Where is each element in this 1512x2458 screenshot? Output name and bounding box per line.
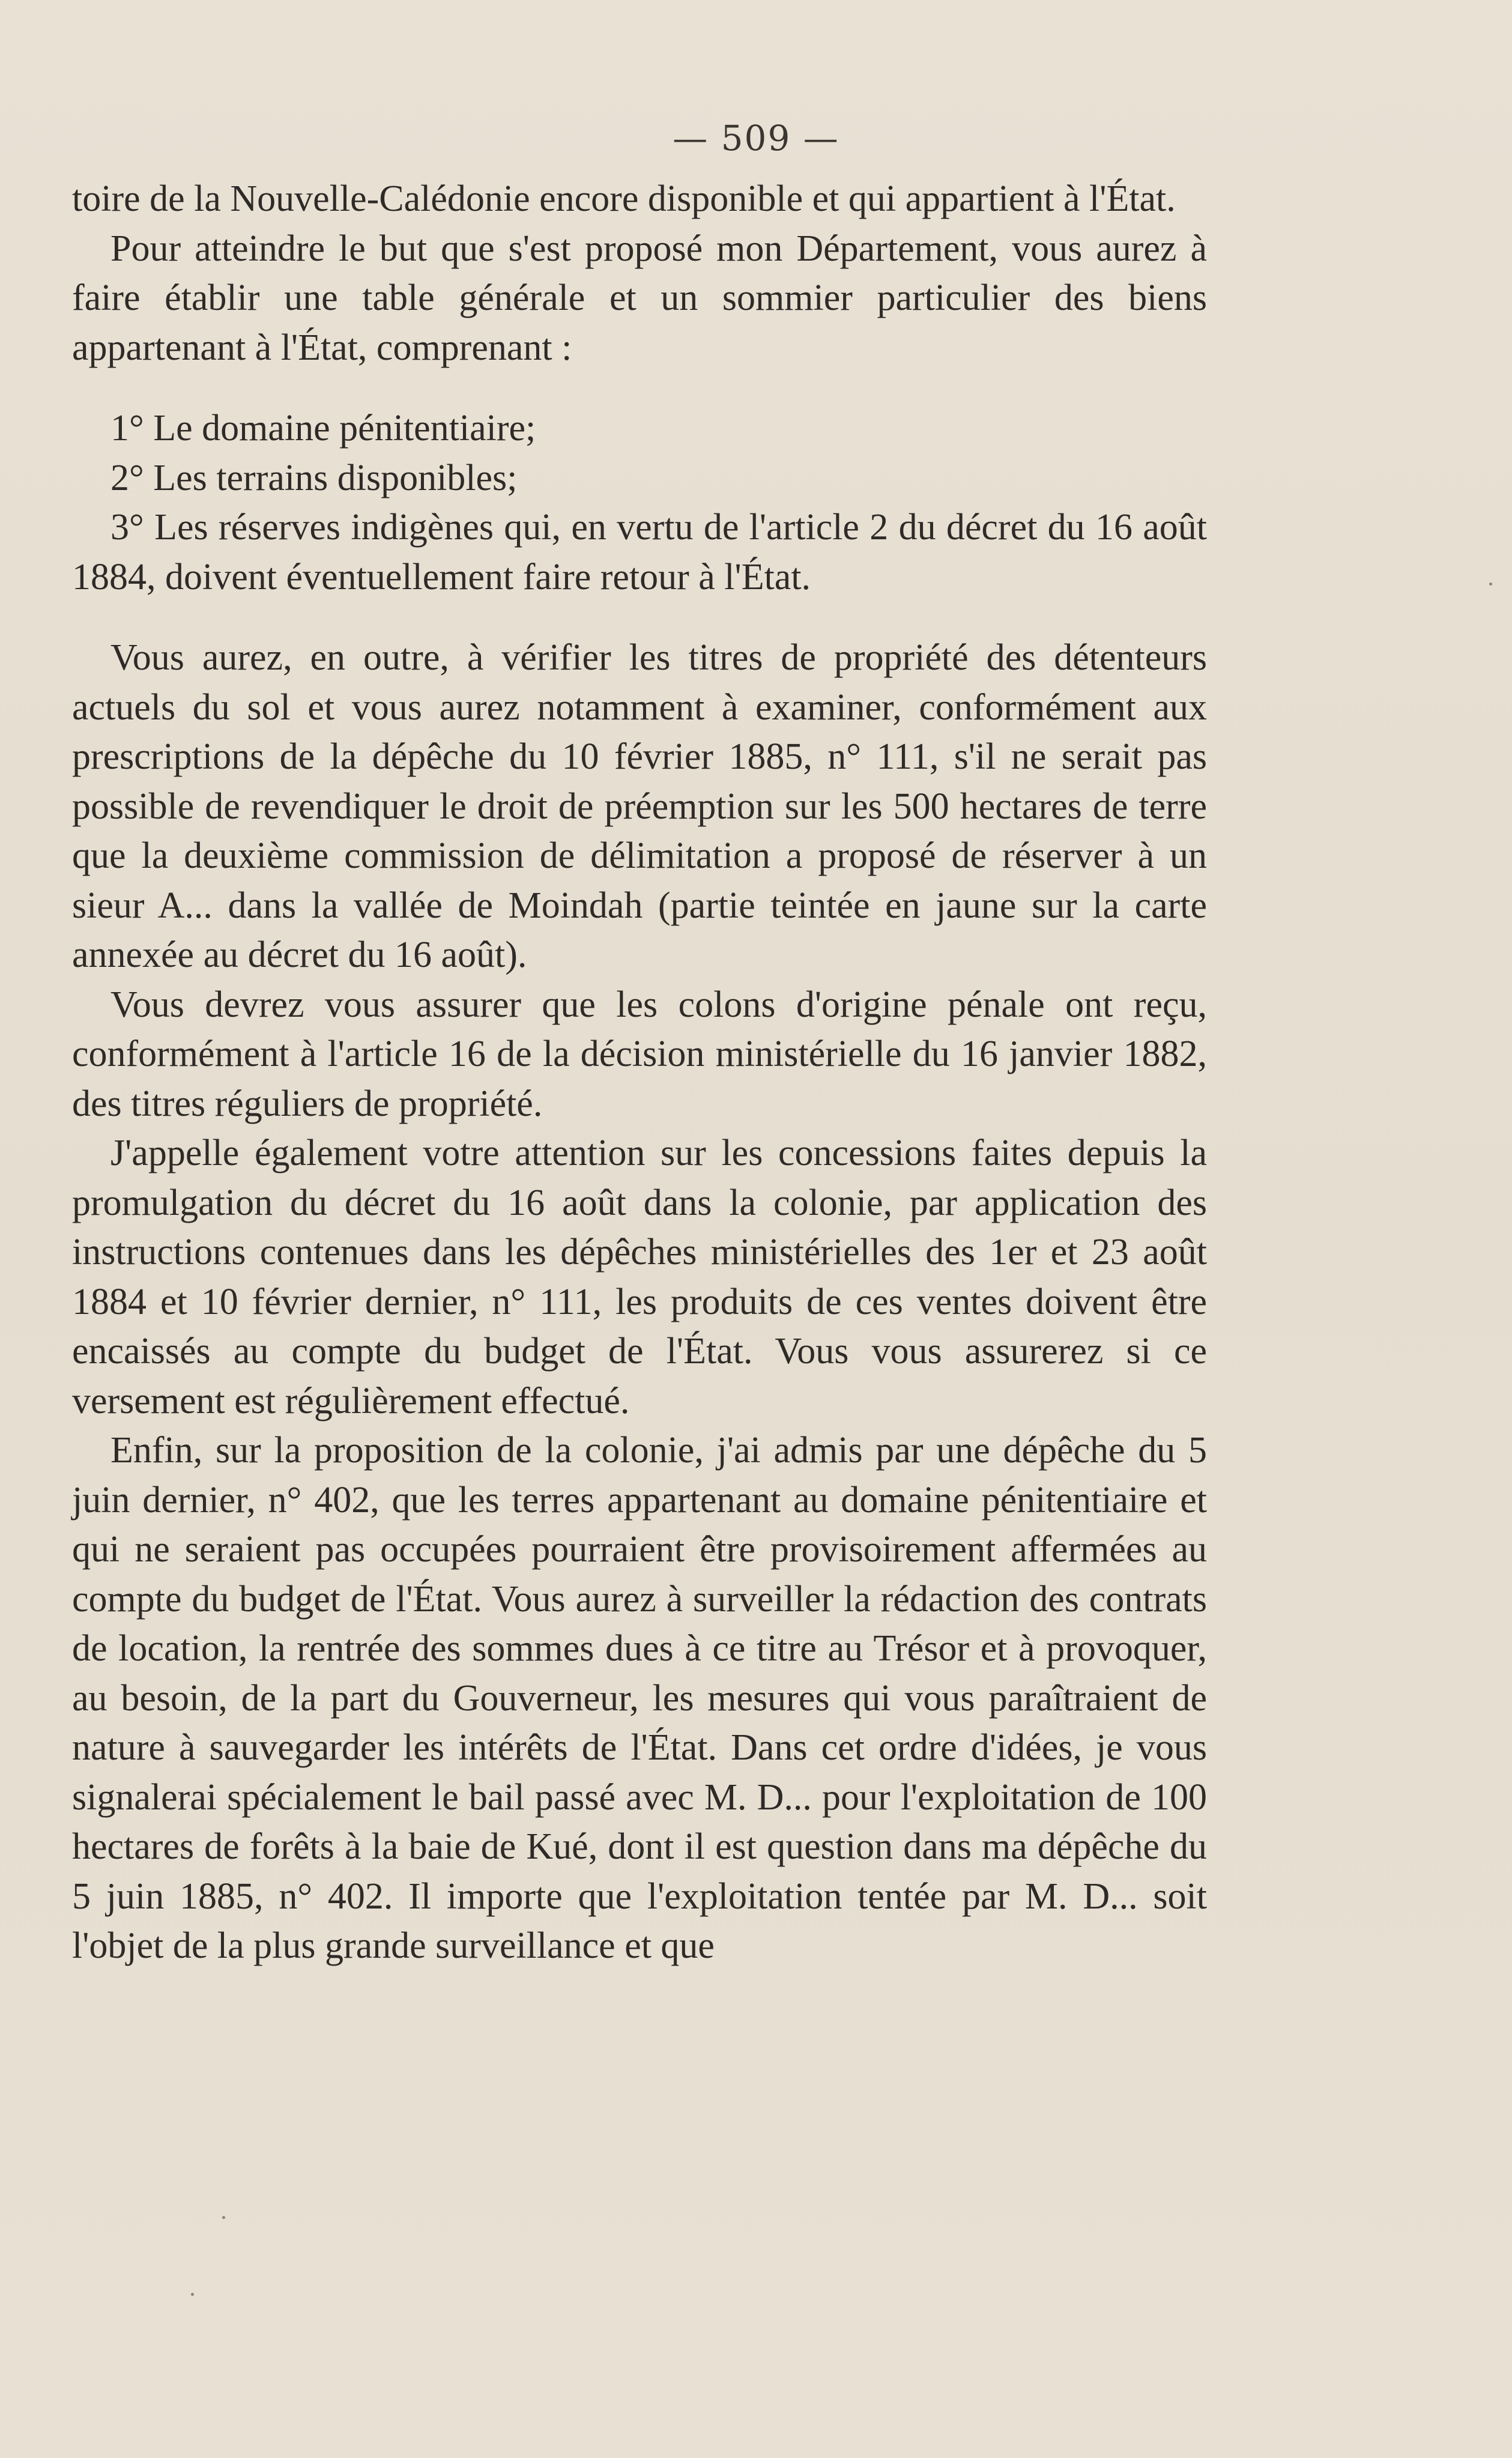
- paper-speck: [1489, 583, 1492, 586]
- list-item-indigenous-reserves: 3° Les réserves indigènes qui, en vertu de l'article 2 du décret du 16 août 1884, doivent éventuellement faire retour à l'État.: [72, 507, 1207, 598]
- list-item-penitentiary: 1° Le domaine pénitentiaire;: [110, 408, 536, 449]
- page-number: — 509 —: [673, 118, 839, 159]
- paragraph-penal-colonists: Vous devrez vous assurer que les colons d'origine pénale ont reçu, conformément à l'article 16 de la décision ministérielle du 16 janvier 1882, des titres réguliers de propriété.: [72, 984, 1207, 1124]
- paragraph-continuation: toire de la Nouvelle-Calédonie encore disponible et qui appartient à l'État.: [72, 178, 1176, 219]
- paragraph-concessions: J'appelle également votre attention sur les concessions faites depuis la promulgation du décret du 16 août dans la colonie, par application des instructions contenues dans les dépêches ministérielles des 1er et 23 août 1884 et 10 février dernier, n° 111, les produits de ces ventes doivent être encaissés au compte du budget de l'État. Vous vous assurerez si ce versement est régulièrement effectué.: [72, 1133, 1207, 1421]
- body-text: [72, 174, 1207, 1971]
- paper-speck: [191, 2293, 194, 2296]
- paper-speck: [222, 2216, 225, 2219]
- paragraph-verify-titles: Vous aurez, en outre, à vérifier les titres de propriété des détenteurs actuels du sol et vous aurez notamment à examiner, conformément aux prescriptions de la dépêche du 10 février 1885, n° 111, s'il ne serait pas possible de revendiquer le droit de préemption sur les 500 hectares de terre que la deuxième commission de délimitation a proposé de réserver à un sieur A... dans la vallée de Moindah (partie teintée en jaune sur la carte annexée au décret du 16 août).: [72, 637, 1207, 975]
- paragraph-leases: Enfin, sur la proposition de la colonie, j'ai admis par une dépêche du 5 juin dernier, n° 402, que les terres appartenant au domaine pénitentiaire et qui ne seraient pas occupées pourraient être provisoirement affermées au compte du budget de l'État. Vous aurez à surveiller la rédaction des contrats de location, la rentrée des sommes dues à ce titre au Trésor et à provoquer, au besoin, de la part du Gouverneur, les mesures qui vous paraîtraient de nature à sauvegarder les intérêts de l'État. Dans cet ordre d'idées, je vous signalerai spécialement le bail passé avec M. D... pour l'exploitation de 100 hectares de forêts à la baie de Kué, dont il est question dans ma dépêche du 5 juin 1885, n° 402. Il importe que l'exploitation tentée par M. D... soit l'objet de la plus grande surveillance et que: [72, 1430, 1207, 1966]
- list-item-available-land: 2° Les terrains disponibles;: [110, 457, 518, 498]
- property-list: [72, 404, 1207, 602]
- paragraph-objective: Pour atteindre le but que s'est proposé mon Département, vous aurez à faire établir une table générale et un sommier particulier des biens appartenant à l'État, comprenant :: [72, 228, 1207, 368]
